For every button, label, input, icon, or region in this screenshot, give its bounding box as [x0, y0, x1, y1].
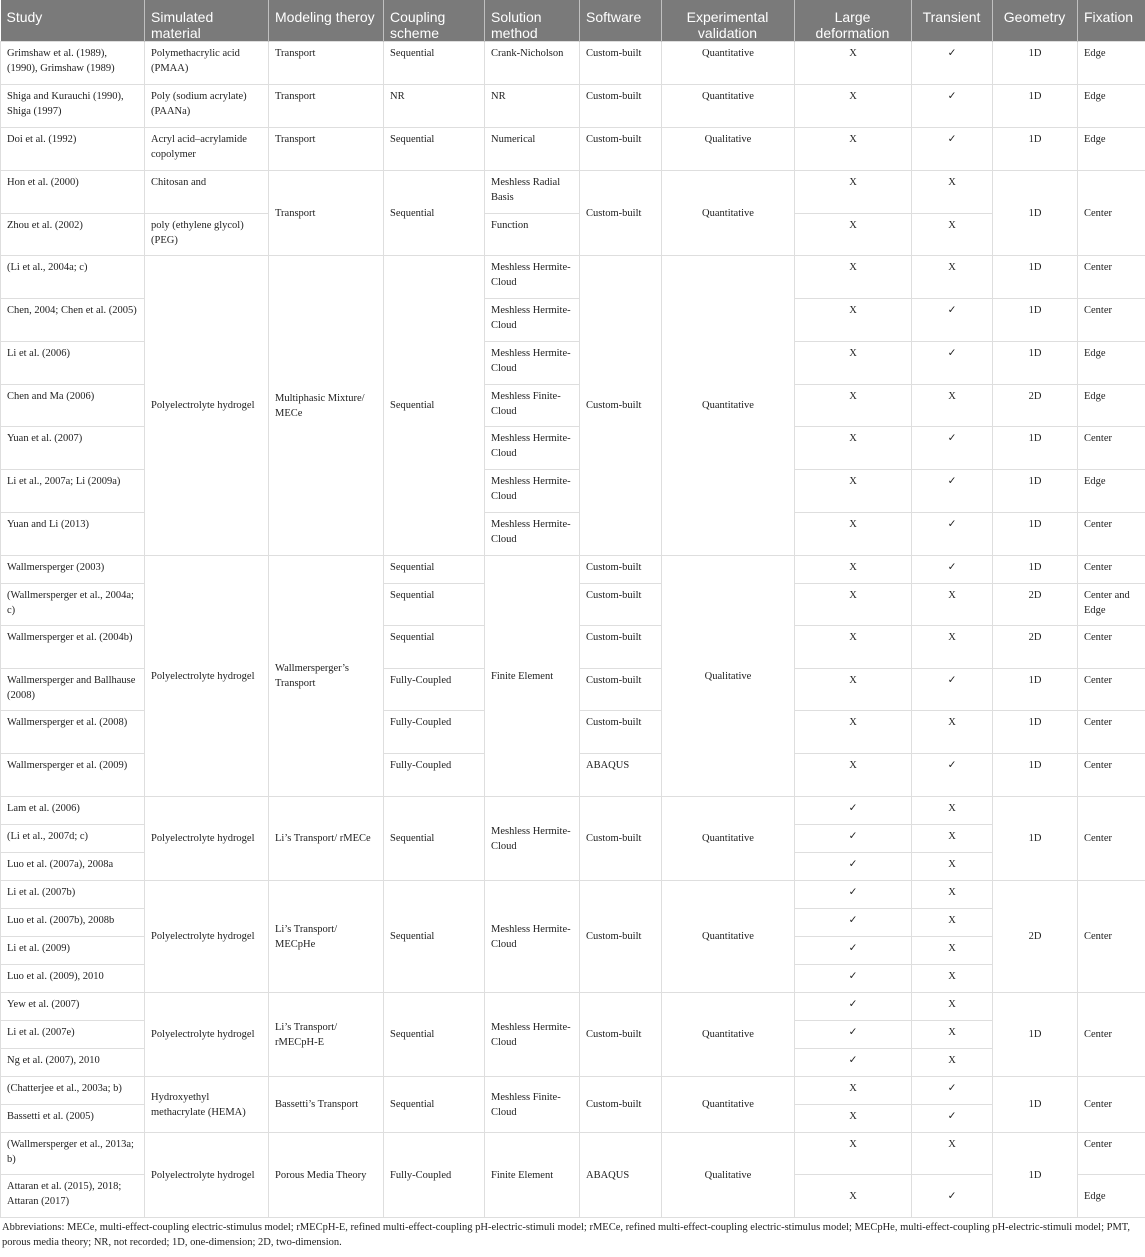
transient-cell: X — [912, 171, 993, 214]
transient-cell: ✓ — [912, 669, 993, 711]
theory-cell: Bassetti’s Transport — [269, 1077, 384, 1133]
study-cell: Chen and Ma (2006) — [1, 385, 145, 427]
material-cell: Chitosan and — [145, 171, 269, 214]
coupling-cell: Sequential — [384, 881, 485, 993]
fixation-cell: Center — [1078, 427, 1145, 470]
fixation-cell: Center — [1078, 797, 1145, 881]
geometry-cell: 2D — [993, 584, 1078, 626]
header-transient: Transient — [912, 0, 993, 42]
transient-cell: X — [912, 825, 993, 853]
fixation-cell: Center and Edge — [1078, 584, 1145, 626]
geometry-cell: 2D — [993, 385, 1078, 427]
coupling-cell: Sequential — [384, 1077, 485, 1133]
large-deformation-cell: X — [795, 754, 912, 797]
large-deformation-cell: X — [795, 584, 912, 626]
study-cell: Wallmersperger (2003) — [1, 556, 145, 584]
large-deformation-cell: X — [795, 385, 912, 427]
transient-cell: X — [912, 909, 993, 937]
large-deformation-cell: X — [795, 427, 912, 470]
geometry-cell: 1D — [993, 427, 1078, 470]
solution-cell: Meshless Radial Basis — [485, 171, 580, 214]
transient-cell: ✓ — [912, 42, 993, 85]
study-cell: Luo et al. (2007a), 2008a — [1, 853, 145, 881]
coupling-cell: Sequential — [384, 626, 485, 669]
software-cell: Custom-built — [580, 881, 662, 993]
fixation-cell: Center — [1078, 556, 1145, 584]
transient-cell: X — [912, 711, 993, 754]
header-solution: Solution method — [485, 0, 580, 42]
theory-cell: Wallmersperger’s Transport — [269, 556, 384, 797]
geometry-cell: 1D — [993, 797, 1078, 881]
solution-cell: Crank-Nicholson — [485, 42, 580, 85]
coupling-cell: Sequential — [384, 584, 485, 626]
transient-cell: X — [912, 881, 993, 909]
transient-cell: ✓ — [912, 513, 993, 556]
large-deformation-cell: X — [795, 42, 912, 85]
study-cell: Wallmersperger et al. (2004b) — [1, 626, 145, 669]
material-cell: Poly (sodium acrylate) (PAANa) — [145, 85, 269, 128]
geometry-cell: 1D — [993, 1133, 1078, 1218]
study-cell: Yew et al. (2007) — [1, 993, 145, 1021]
study-cell: (Chatterjee et al., 2003a; b) — [1, 1077, 145, 1105]
study-cell: Chen, 2004; Chen et al. (2005) — [1, 299, 145, 342]
table-row — [1, 797, 1145, 825]
large-deformation-cell: X — [795, 171, 912, 214]
validation-cell: Quantitative — [662, 993, 795, 1077]
solution-cell: Meshless Hermite-Cloud — [485, 470, 580, 513]
solution-cell: Numerical — [485, 128, 580, 171]
abbreviations-footnote: Abbreviations: MECe, multi-effect-coupling electric-stimulus model; rMECpH-E, refined multi-effect-coupling pH-electric-stimuli model; rMECe, refined multi-effect-coupling electric-stimulus model; MECpHe, multi-effect-coupling pH-electric-stimuli model; PMT, porous media theory; NR, not recorded; 1D, one-dimension; 2D, two-dimension. — [2, 1222, 1131, 1248]
large-deformation-cell: ✓ — [795, 993, 912, 1021]
large-deformation-cell: X — [795, 1105, 912, 1133]
material-cell: Polyelectrolyte hydrogel — [145, 993, 269, 1077]
software-cell: Custom-built — [580, 797, 662, 881]
large-deformation-cell: ✓ — [795, 909, 912, 937]
geometry-cell: 1D — [993, 342, 1078, 385]
coupling-cell: Fully-Coupled — [384, 669, 485, 711]
solution-cell: NR — [485, 85, 580, 128]
large-deformation-cell: X — [795, 85, 912, 128]
table-row — [1, 1077, 1145, 1105]
software-cell: Custom-built — [580, 711, 662, 754]
transient-cell: X — [912, 1049, 993, 1077]
geometry-cell: 1D — [993, 256, 1078, 299]
large-deformation-cell: X — [795, 299, 912, 342]
software-cell: Custom-built — [580, 128, 662, 171]
transient-cell: X — [912, 385, 993, 427]
transient-cell: ✓ — [912, 85, 993, 128]
large-deformation-cell: ✓ — [795, 937, 912, 965]
transient-cell: ✓ — [912, 427, 993, 470]
validation-cell: Quantitative — [662, 85, 795, 128]
study-cell: (Li et al., 2004a; c) — [1, 256, 145, 299]
transient-cell: X — [912, 937, 993, 965]
software-cell: Custom-built — [580, 584, 662, 626]
software-cell: Custom-built — [580, 626, 662, 669]
geometry-cell: 1D — [993, 299, 1078, 342]
transient-cell: X — [912, 993, 993, 1021]
study-cell: (Wallmersperger et al., 2004a; c) — [1, 584, 145, 626]
table-row — [1, 993, 1145, 1021]
theory-cell: Li’s Transport/ rMECe — [269, 797, 384, 881]
large-deformation-cell: X — [795, 342, 912, 385]
fixation-cell: Edge — [1078, 1175, 1145, 1218]
solution-cell: Finite Element — [485, 1133, 580, 1218]
solution-cell: Meshless Hermite-Cloud — [485, 993, 580, 1077]
fixation-cell: Center — [1078, 881, 1145, 993]
solution-cell: Meshless Hermite-Cloud — [485, 797, 580, 881]
geometry-cell: 2D — [993, 881, 1078, 993]
transient-cell: ✓ — [912, 556, 993, 584]
fixation-cell: Center — [1078, 626, 1145, 669]
theory-cell: Multiphasic Mixture/ MECe — [269, 256, 384, 556]
coupling-cell: Fully-Coupled — [384, 754, 485, 797]
geometry-cell: 1D — [993, 1077, 1078, 1133]
table-row — [1, 881, 1145, 909]
theory-cell: Li’s Transport/ rMECpH-E — [269, 993, 384, 1077]
study-cell: Shiga and Kurauchi (1990), Shiga (1997) — [1, 85, 145, 128]
solution-cell: Function — [485, 214, 580, 256]
table-row — [1, 214, 1145, 256]
large-deformation-cell: ✓ — [795, 1021, 912, 1049]
fixation-cell: Center — [1078, 299, 1145, 342]
geometry-cell: 1D — [993, 556, 1078, 584]
coupling-cell: Sequential — [384, 171, 485, 256]
geometry-cell: 1D — [993, 128, 1078, 171]
large-deformation-cell: X — [795, 128, 912, 171]
transient-cell: ✓ — [912, 1077, 993, 1105]
fixation-cell: Center — [1078, 711, 1145, 754]
fixation-cell: Center — [1078, 171, 1145, 256]
transient-cell: X — [912, 1133, 993, 1175]
coupling-cell: Fully-Coupled — [384, 711, 485, 754]
transient-cell: ✓ — [912, 342, 993, 385]
study-cell: Wallmersperger and Ballhause (2008) — [1, 669, 145, 711]
study-cell: Hon et al. (2000) — [1, 171, 145, 214]
study-cell: Zhou et al. (2002) — [1, 214, 145, 256]
large-deformation-cell: ✓ — [795, 825, 912, 853]
geometry-cell: 1D — [993, 513, 1078, 556]
header-row — [1, 0, 1145, 42]
header-coupling: Coupling scheme — [384, 0, 485, 42]
validation-cell: Qualitative — [662, 128, 795, 171]
solution-cell: Meshless Finite-Cloud — [485, 1077, 580, 1133]
study-cell: Li et al. (2006) — [1, 342, 145, 385]
coupling-cell: Sequential — [384, 556, 485, 584]
table-row — [1, 1133, 1145, 1175]
table-row — [1, 256, 1145, 299]
fixation-cell: Edge — [1078, 385, 1145, 427]
fixation-cell: Center — [1078, 1077, 1145, 1133]
study-cell: Li et al. (2009) — [1, 937, 145, 965]
coupling-cell: Fully-Coupled — [384, 1133, 485, 1218]
software-cell: Custom-built — [580, 42, 662, 85]
large-deformation-cell: X — [795, 626, 912, 669]
fixation-cell: Edge — [1078, 85, 1145, 128]
large-deformation-cell: ✓ — [795, 1049, 912, 1077]
study-cell: Grimshaw et al. (1989), (1990), Grimshaw (1989) — [1, 42, 145, 85]
material-cell: Hydroxyethyl methacrylate (HEMA) — [145, 1077, 269, 1133]
large-deformation-cell: X — [795, 669, 912, 711]
software-cell: Custom-built — [580, 1077, 662, 1133]
fixation-cell: Center — [1078, 993, 1145, 1077]
theory-cell: Transport — [269, 85, 384, 128]
large-deformation-cell: X — [795, 513, 912, 556]
geometry-cell: 1D — [993, 171, 1078, 256]
large-deformation-cell: ✓ — [795, 881, 912, 909]
transient-cell: X — [912, 214, 993, 256]
header-validation: Experimental validation — [662, 0, 795, 42]
solution-cell: Finite Element — [485, 556, 580, 797]
table-row — [1, 85, 1145, 128]
software-cell: Custom-built — [580, 256, 662, 556]
study-cell: Luo et al. (2007b), 2008b — [1, 909, 145, 937]
transient-cell: ✓ — [912, 470, 993, 513]
study-cell: Bassetti et al. (2005) — [1, 1105, 145, 1133]
large-deformation-cell: X — [795, 214, 912, 256]
coupling-cell: Sequential — [384, 993, 485, 1077]
software-cell: Custom-built — [580, 556, 662, 584]
geometry-cell: 2D — [993, 626, 1078, 669]
material-cell: Acryl acid–acrylamide copolymer — [145, 128, 269, 171]
material-cell: Polyelectrolyte hydrogel — [145, 881, 269, 993]
study-cell: Li et al. (2007b) — [1, 881, 145, 909]
fixation-cell: Center — [1078, 669, 1145, 711]
table-row — [1, 171, 1145, 214]
fixation-cell: Center — [1078, 256, 1145, 299]
large-deformation-cell: X — [795, 711, 912, 754]
geometry-cell: 1D — [993, 85, 1078, 128]
material-cell: Polyelectrolyte hydrogel — [145, 256, 269, 556]
transient-cell: X — [912, 256, 993, 299]
software-cell: ABAQUS — [580, 754, 662, 797]
coupling-cell: Sequential — [384, 128, 485, 171]
fixation-cell: Center — [1078, 513, 1145, 556]
study-cell: (Li et al., 2007d; c) — [1, 825, 145, 853]
coupling-cell: Sequential — [384, 797, 485, 881]
fixation-cell: Center — [1078, 754, 1145, 797]
transient-cell: X — [912, 626, 993, 669]
transient-cell: X — [912, 1021, 993, 1049]
study-cell: Li et al., 2007a; Li (2009a) — [1, 470, 145, 513]
validation-cell: Quantitative — [662, 256, 795, 556]
table-row — [1, 42, 1145, 85]
study-cell: (Wallmersperger et al., 2013a; b) — [1, 1133, 145, 1175]
study-cell: Li et al. (2007e) — [1, 1021, 145, 1049]
geometry-cell: 1D — [993, 754, 1078, 797]
transient-cell: ✓ — [912, 754, 993, 797]
transient-cell: ✓ — [912, 1105, 993, 1133]
study-cell: Attaran et al. (2015), 2018; Attaran (2017) — [1, 1175, 145, 1218]
table-row — [1, 556, 1145, 584]
fixation-cell: Center — [1078, 1133, 1145, 1175]
fixation-cell: Edge — [1078, 128, 1145, 171]
solution-cell: Meshless Hermite-Cloud — [485, 427, 580, 470]
software-cell: Custom-built — [580, 171, 662, 256]
table-row — [1, 128, 1145, 171]
geometry-cell: 1D — [993, 993, 1078, 1077]
study-cell: Yuan et al. (2007) — [1, 427, 145, 470]
study-cell: Luo et al. (2009), 2010 — [1, 965, 145, 993]
validation-cell: Qualitative — [662, 556, 795, 797]
large-deformation-cell: X — [795, 1175, 912, 1218]
header-study: Study — [1, 0, 145, 42]
fixation-cell: Edge — [1078, 342, 1145, 385]
solution-cell: Meshless Hermite-Cloud — [485, 513, 580, 556]
software-cell: Custom-built — [580, 85, 662, 128]
coupling-cell: Sequential — [384, 42, 485, 85]
geometry-cell: 1D — [993, 711, 1078, 754]
material-cell: Polymethacrylic acid (PMAA) — [145, 42, 269, 85]
material-cell: Polyelectrolyte hydrogel — [145, 797, 269, 881]
solution-cell: Meshless Hermite-Cloud — [485, 299, 580, 342]
header-large-deformation: Large deformation — [795, 0, 912, 42]
theory-cell: Li’s Transport/ MECpHe — [269, 881, 384, 993]
material-cell: Polyelectrolyte hydrogel — [145, 556, 269, 797]
theory-cell: Transport — [269, 42, 384, 85]
validation-cell: Qualitative — [662, 1133, 795, 1218]
transient-cell: X — [912, 853, 993, 881]
validation-cell: Quantitative — [662, 171, 795, 256]
fixation-cell: Edge — [1078, 470, 1145, 513]
solution-cell: Meshless Hermite-Cloud — [485, 342, 580, 385]
validation-cell: Quantitative — [662, 797, 795, 881]
study-cell: Wallmersperger et al. (2009) — [1, 754, 145, 797]
large-deformation-cell: X — [795, 1077, 912, 1105]
software-cell: ABAQUS — [580, 1133, 662, 1218]
theory-cell: Porous Media Theory — [269, 1133, 384, 1218]
large-deformation-cell: X — [795, 256, 912, 299]
solution-cell: Meshless Hermite-Cloud — [485, 881, 580, 993]
header-fixation: Fixation — [1078, 0, 1145, 42]
validation-cell: Quantitative — [662, 881, 795, 993]
large-deformation-cell: X — [795, 556, 912, 584]
transient-cell: X — [912, 797, 993, 825]
theory-cell: Transport — [269, 171, 384, 256]
coupling-cell: Sequential — [384, 256, 485, 556]
transient-cell: ✓ — [912, 1175, 993, 1218]
software-cell: Custom-built — [580, 669, 662, 711]
header-software: Software — [580, 0, 662, 42]
study-cell: Lam et al. (2006) — [1, 797, 145, 825]
geometry-cell: 1D — [993, 669, 1078, 711]
study-cell: Ng et al. (2007), 2010 — [1, 1049, 145, 1077]
material-cell: Polyelectrolyte hydrogel — [145, 1133, 269, 1218]
large-deformation-cell: ✓ — [795, 965, 912, 993]
coupling-cell: NR — [384, 85, 485, 128]
large-deformation-cell: ✓ — [795, 797, 912, 825]
header-material: Simulated material — [145, 0, 269, 42]
header-theory: Modeling theroy — [269, 0, 384, 42]
large-deformation-cell: ✓ — [795, 853, 912, 881]
solution-cell: Meshless Finite-Cloud — [485, 385, 580, 427]
transient-cell: ✓ — [912, 128, 993, 171]
software-cell: Custom-built — [580, 993, 662, 1077]
geometry-cell: 1D — [993, 470, 1078, 513]
theory-cell: Transport — [269, 128, 384, 171]
transient-cell: ✓ — [912, 299, 993, 342]
study-cell: Doi et al. (1992) — [1, 128, 145, 171]
header-geometry: Geometry — [993, 0, 1078, 42]
geometry-cell: 1D — [993, 42, 1078, 85]
large-deformation-cell: X — [795, 470, 912, 513]
study-cell: Yuan and Li (2013) — [1, 513, 145, 556]
study-cell: Wallmersperger et al. (2008) — [1, 711, 145, 754]
large-deformation-cell: X — [795, 1133, 912, 1175]
validation-cell: Quantitative — [662, 42, 795, 85]
transient-cell: X — [912, 965, 993, 993]
transient-cell: X — [912, 584, 993, 626]
solution-cell: Meshless Hermite-Cloud — [485, 256, 580, 299]
fixation-cell: Edge — [1078, 42, 1145, 85]
validation-cell: Quantitative — [662, 1077, 795, 1133]
material-cell: poly (ethylene glycol) (PEG) — [145, 214, 269, 256]
